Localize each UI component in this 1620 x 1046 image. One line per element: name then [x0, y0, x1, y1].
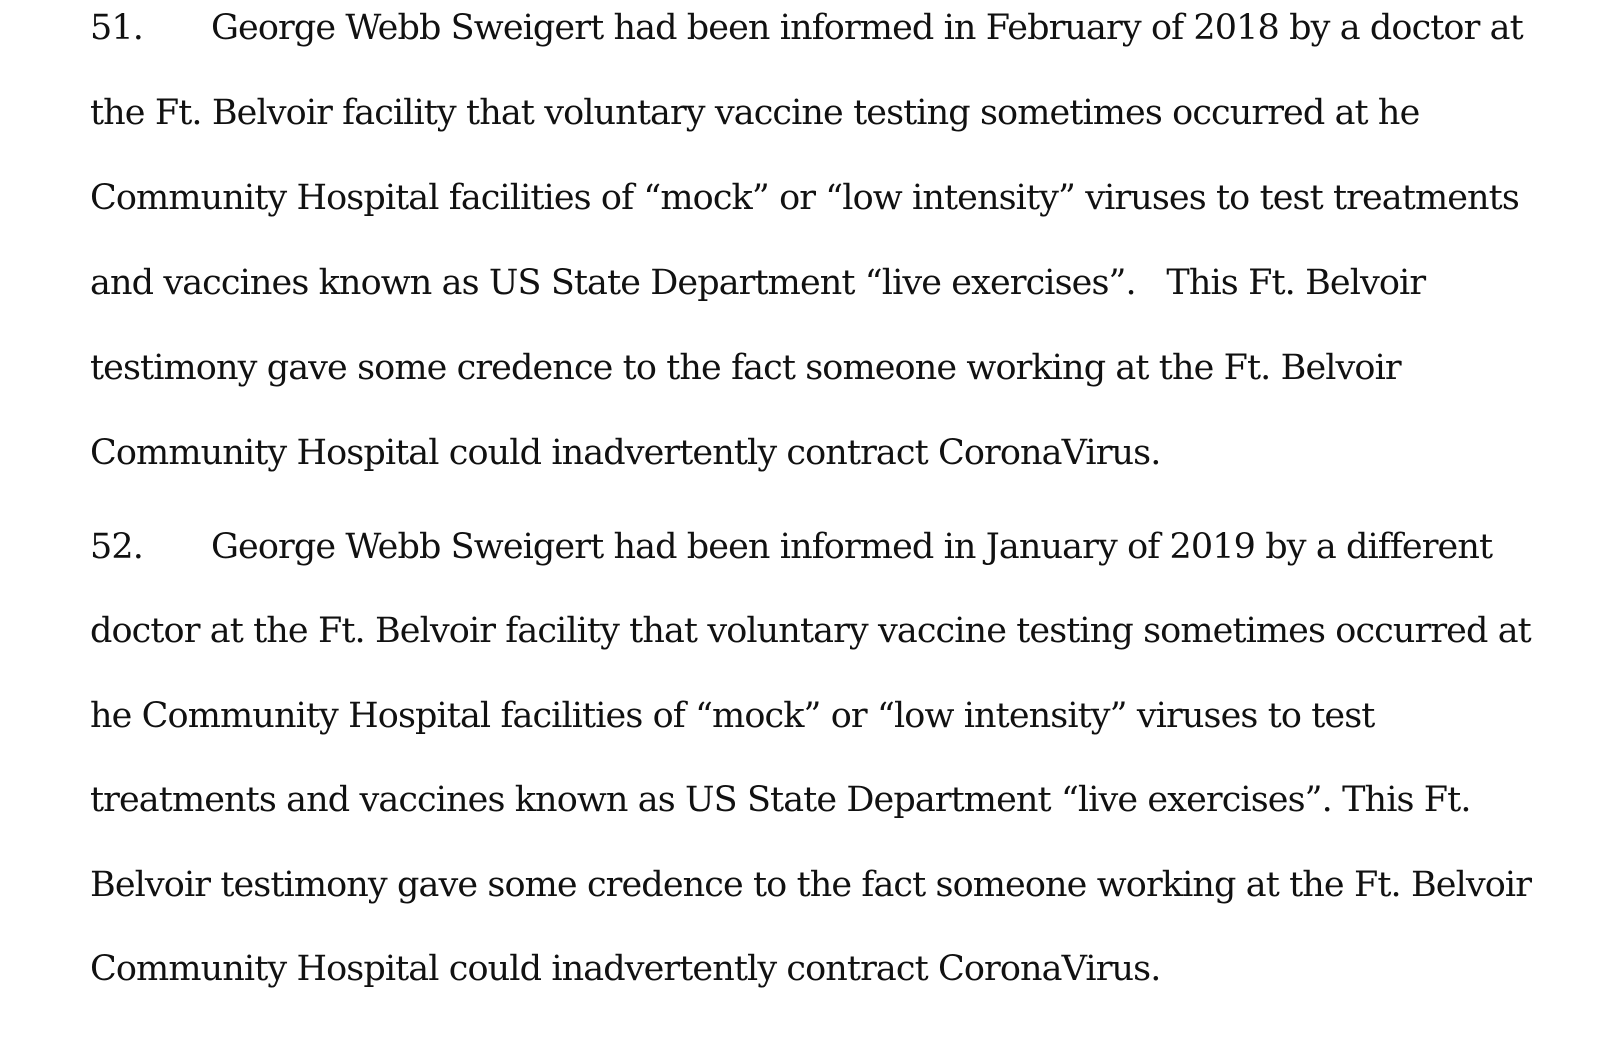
- paragraph-line: treatments and vaccines known as US State Department “live exercises”. This Ft.: [90, 780, 1471, 820]
- paragraph-line-text: George Webb Sweigert had been informed in January of 2019 by a different: [211, 527, 1493, 567]
- paragraph-line: Community Hospital facilities of “mock” or “low intensity” viruses to test treatments: [90, 178, 1519, 218]
- paragraph-line: he Community Hospital facilities of “mock” or “low intensity” viruses to test: [90, 696, 1375, 736]
- paragraph-line: Community Hospital could inadvertently contract CoronaVirus.: [90, 433, 1161, 473]
- paragraph-line: doctor at the Ft. Belvoir facility that voluntary vaccine testing sometimes occurred at: [90, 611, 1531, 651]
- paragraph-line: [90, 8, 1523, 48]
- paragraph-line: Community Hospital could inadvertently contract CoronaVirus.: [90, 949, 1161, 989]
- paragraph-number: 51.: [90, 8, 143, 48]
- paragraph-line-text: George Webb Sweigert had been informed in February of 2018 by a doctor at: [211, 8, 1523, 48]
- paragraph-line: and vaccines known as US State Department “live exercises”. This Ft. Belvoir: [90, 263, 1426, 303]
- paragraph-line: [90, 527, 1492, 567]
- paragraph-number: 52.: [90, 527, 143, 567]
- paragraph-line: the Ft. Belvoir facility that voluntary vaccine testing sometimes occurred at he: [90, 93, 1420, 133]
- paragraph-line: Belvoir testimony gave some credence to the fact someone working at the Ft. Belvoir: [90, 865, 1532, 905]
- paragraph-line: testimony gave some credence to the fact someone working at the Ft. Belvoir: [90, 348, 1401, 388]
